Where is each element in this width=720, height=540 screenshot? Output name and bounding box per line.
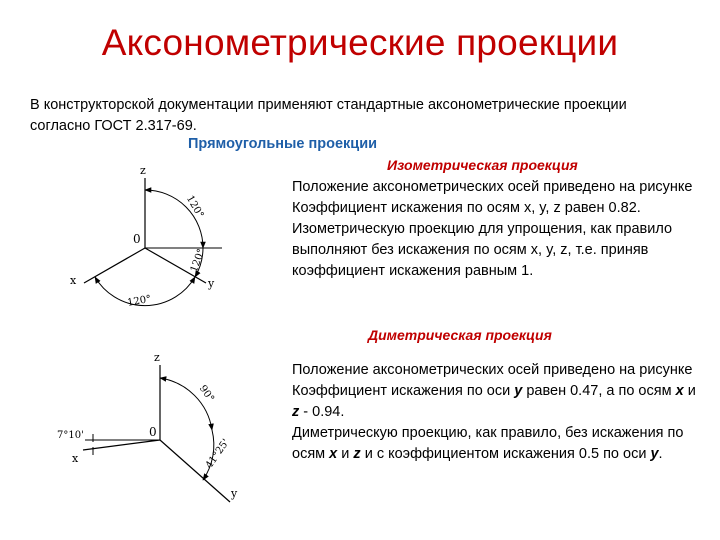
dimetric-line-2-z: z <box>292 404 300 420</box>
dimetric-heading: Диметрическая проекция <box>368 327 552 343</box>
dimetric-line-2-x: x <box>675 383 684 399</box>
iso-axis-x <box>84 248 145 283</box>
iso-angle-upper: 120° <box>183 193 206 221</box>
iso-label-z: z <box>140 164 146 177</box>
intro-text: В конструкторской документации применяют стандартные аксонометрические проекции согласно ГОСТ 2.317-69. <box>30 97 627 134</box>
isometric-heading: Изометрическая проекция <box>387 157 578 173</box>
dimetric-line-2-y: y <box>514 383 523 399</box>
section-subtitle: Прямоугольные проекции <box>188 136 378 152</box>
dim-label-x: x <box>72 452 79 465</box>
iso-angle-lower: 120° <box>126 293 153 309</box>
dimetric-line-2-c: равен 0.47, а по осям <box>522 383 676 399</box>
isometric-diagram <box>70 164 222 309</box>
dimetric-line-3-x: x <box>329 446 338 462</box>
isometric-line-3: Изометрическую проекцию для упрощения, как правило выполняют без искажения по осям x, y, z, т.е. приняв коэффициент искажения равным 1. <box>292 221 673 279</box>
dimetric-line-2-a: Коэффициент искажения по оси <box>292 383 515 399</box>
dimetric-line-3-a: Диметрическую проекцию, как правило, без искажения по осям <box>292 425 684 462</box>
dim-label-origin: 0 <box>149 425 157 439</box>
dimetric-line-3-c: и <box>337 446 354 462</box>
page-title: Аксонометрические проекции <box>101 22 619 63</box>
dimetric-line-1: Положение аксонометрических осей приведено на рисунке <box>292 362 693 378</box>
dim-angle-z: 90° <box>196 383 216 405</box>
isometric-line-1: Положение аксонометрических осей приведено на рисунке <box>292 179 693 195</box>
dimetric-line-2-e: и <box>683 383 696 399</box>
dim-angle-x: 7°10' <box>57 430 84 441</box>
dim-axis-x <box>83 440 160 450</box>
iso-angle-right: 120° <box>188 247 208 274</box>
dim-label-z: z <box>154 351 160 364</box>
dimetric-diagram <box>57 351 238 502</box>
dim-label-y: y <box>231 487 238 500</box>
dim-angle-y: 41°25' <box>203 437 232 471</box>
dimetric-line-3-g: . <box>658 446 663 462</box>
isometric-line-2: Коэффициент искажения по осям x, y, z равен 0.82. <box>292 200 641 216</box>
dimetric-line-2-g: - 0.94. <box>299 404 345 420</box>
iso-label-origin: 0 <box>133 232 141 246</box>
iso-label-x: x <box>70 274 77 287</box>
dimetric-line-3-e: и с коэффициентом искажения 0.5 по оси <box>360 446 651 462</box>
iso-label-y: y <box>208 277 215 290</box>
dimetric-line-3-y: y <box>650 446 659 462</box>
dimetric-line-3-z: z <box>353 446 361 462</box>
